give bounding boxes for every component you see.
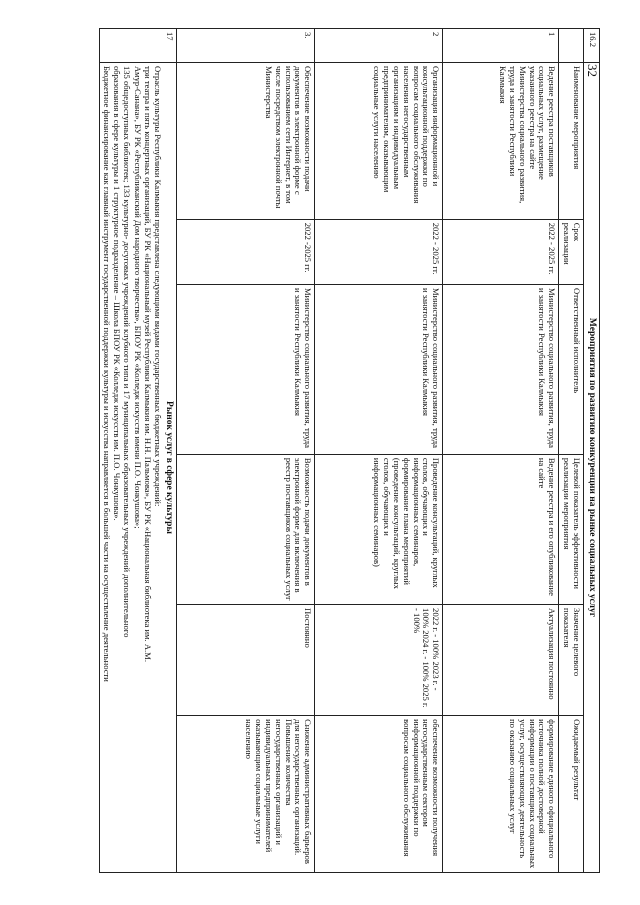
row-executor: Министерство социального развития, труда и занятости Республики Калмыкия [177,285,315,455]
header-result: Ожидаемый результат [559,716,584,873]
row-number: 2 [315,29,443,63]
header-term: Срок реализации [559,219,584,284]
measures-table [99,28,600,873]
culture-section-number: 17 [99,29,177,63]
row-number: 1 [443,29,559,63]
culture-section-body [99,62,177,872]
section-number: 16.2 [584,29,600,63]
row-name: Обеспечение возможности подачи документов в электронной форме с использованием сети Интернет, в том числе посредством электронной почты Министерства [177,62,315,219]
row-executor: Министерство социального развития, труда и занятости Республики Калмыкия [443,285,559,455]
table-row [177,29,315,873]
header-row [559,29,584,873]
row-value: 2022 г. - 100% 2023 г. - 100% 2024 г. - 100% 2025 г. - 100% [315,605,443,716]
section-title: Мероприятия по развитию конкуренции на рынке социальных услуг [584,62,600,872]
header-executor: Ответственный исполнитель [559,285,584,455]
paragraph-line: Отрасль культуры Республики Калмыкия представлена следующими видами государственных бюджетных учреждений: [153,65,164,507]
row-name: Ведение реестра поставщиков социальных услуг, размещение указанного реестра на сайте Министерства социального развития, труда и занятости Республики Калмыкия [443,62,559,219]
row-name: Организация информационной и консультационной поддержки по вопросам социального обслуживания населения негосударственным организациям и индивидуальным предпринимателям, оказывающим социальные услуги населению [315,62,443,219]
paragraph-line: образования в сфере культуры и 1 структурное подразделение – Школа БПОУ РК «Колледж искусств им. П.О. Чонкушова». [112,65,123,521]
culture-paragraph [102,66,164,869]
page-number: 32 [585,64,600,77]
paragraph-line: три театра и пять концертных организаций, БУ РК «Национальный музей Республики Калмыкия им. Н.Н. Пальмова», БУ РК «Национальная библиотека им. А.М. [143,65,154,662]
table-row [443,29,559,873]
row-value: Актуализация постоянно [443,605,559,716]
paragraph-line: Амур-Санана», БУ РК «Республиканский Дом народного творчества», БПОУ РК «Колледж искусств имени П.О. Чонкушова»; [132,65,143,529]
row-term: 2022 - 2025 гг. [315,219,443,284]
rotated-page-content [15,28,600,873]
row-result: обеспечение возможности получения негосударственным сектором информационной поддержки по вопросам социального обслуживания [315,716,443,873]
section-row [584,29,600,873]
table-row [315,29,443,873]
header-num [559,29,584,63]
row-indicator: Проведение консультаций, круглых столов, обучающих и информационных семинаров, формирование плана мероприятий (проведение консультаций, круглых столов, обучающих и информационных семинаров) [315,454,443,604]
paragraph-line: Бюджетное финансирование как главный инструмент государственной поддержки культуры и искусства направляется в большей части на осуществление деятельности [101,65,112,682]
paragraph-line: 135 общедоступных библиотек; 133 культурно- досуговых учреждений клубного типа и 17 муниципальных образовательных учреждений дополнительного [122,65,133,638]
header-name: Наименование мероприятия [559,62,584,219]
row-term: 2022 -2025 гг. [177,219,315,284]
row-executor: Министерство социального развития, труда и занятости Республики Калмыкия [315,285,443,455]
row-indicator: Возможность подачи документов в электронной форме для включения в реестр поставщиков социальных услуг [177,454,315,604]
row-indicator: Ведение реестра и его опубликование на сайте [443,454,559,604]
header-value: Значение целевого показателя [559,605,584,716]
header-indicator: Целевой показатель эффективности реализации мероприятия [559,454,584,604]
row-value: Постоянно [177,605,315,716]
row-term: 2022 - 2025 гг. [443,219,559,284]
culture-section-title: Рынок услуг в сфере культуры [164,401,175,534]
culture-section-row [99,29,177,873]
row-number: 3. [177,29,315,63]
row-result: формирование единого официального источника полной достоверной информации о поставщиках социальных услуг, осуществляющих деятельность по оказанию социальных услуг [443,716,559,873]
row-result: Снижение административных барьеров для негосударственных организаций. Повышение количества негосударственных организаций и индивидуальных предпринимателей оказывающим социальные услуги населению [177,716,315,873]
